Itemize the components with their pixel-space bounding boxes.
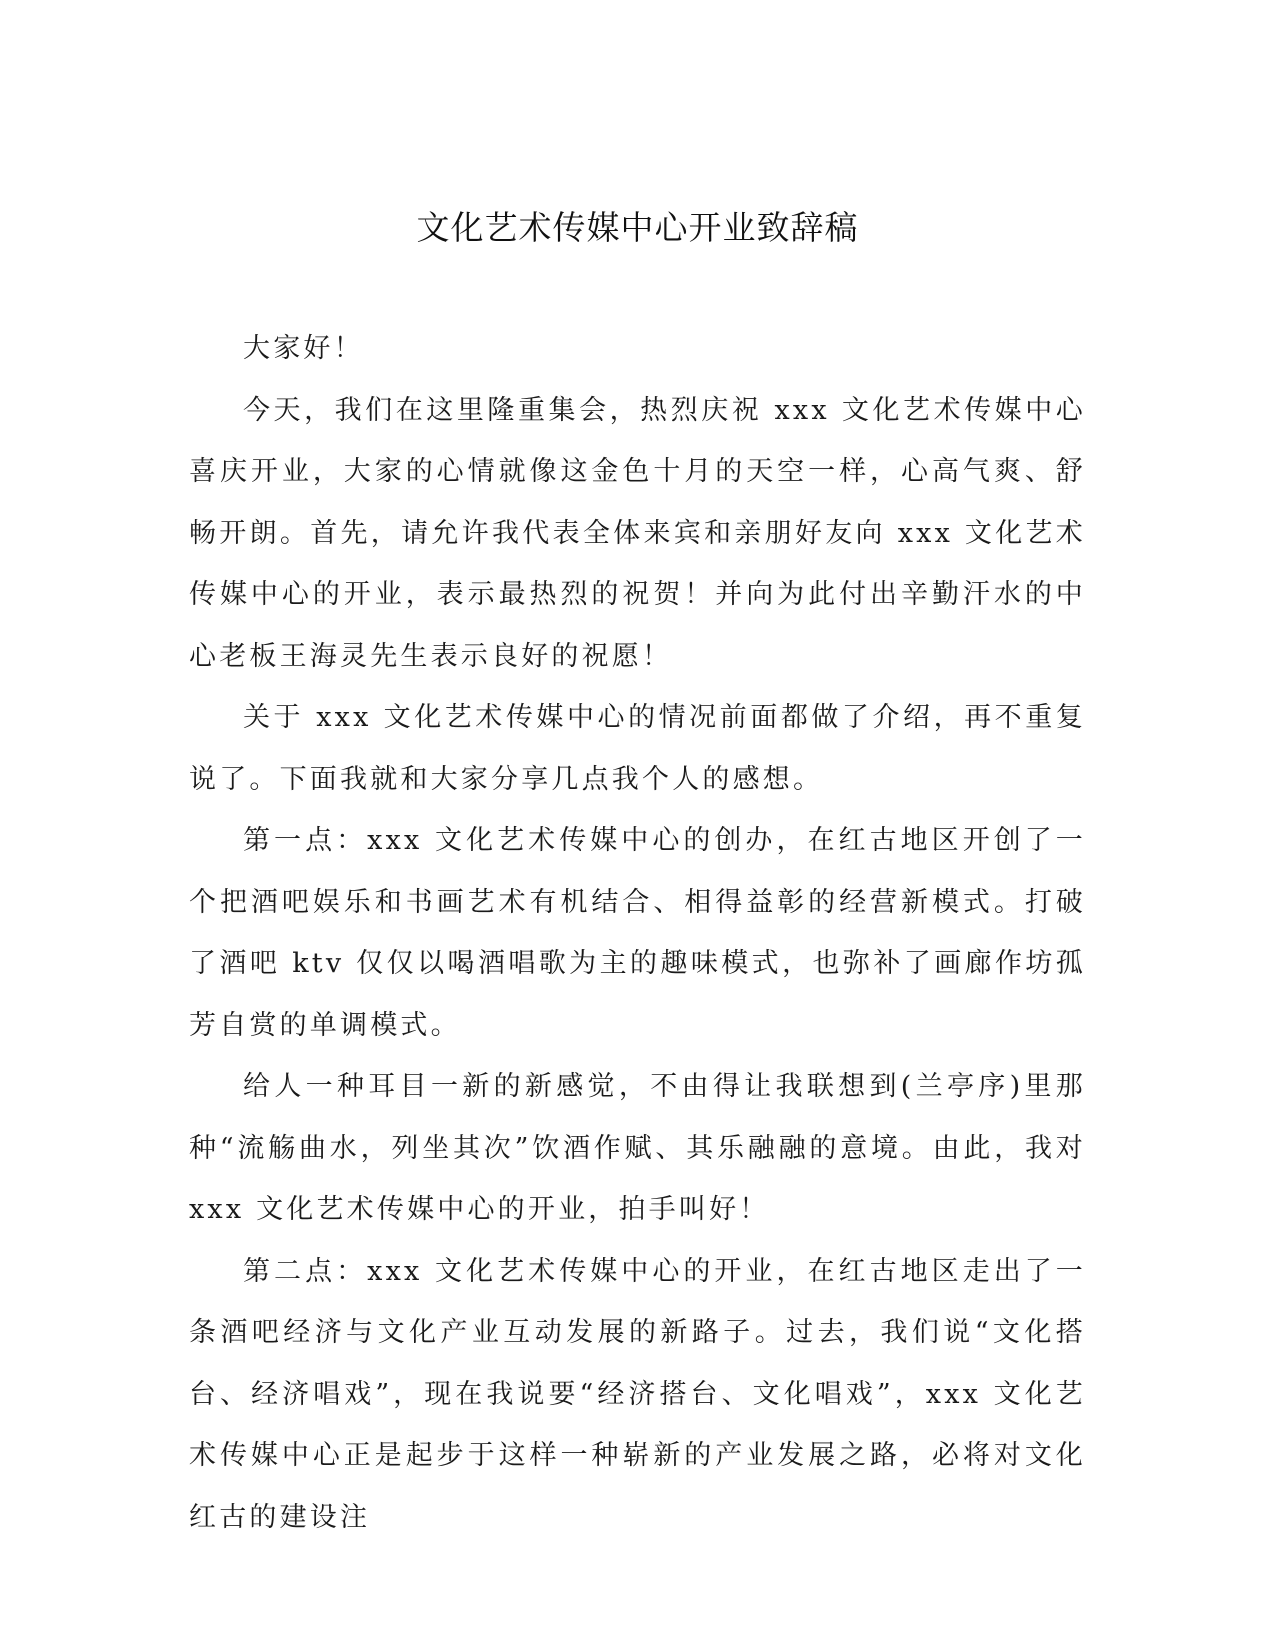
- paragraph-impression: 给人一种耳目一新的新感觉，不由得让我联想到(兰亭序)里那种“流觞曲水，列坐其次”饮酒作赋、其乐融融的意境。由此，我对 xxx 文化艺术传媒中心的开业，拍手叫好！: [189, 1071, 1086, 1225]
- paragraph-greeting: 大家好！: [243, 333, 364, 364]
- paragraph-point-one: 第一点：xxx 文化艺术传媒中心的创办，在红古地区开创了一个把酒吧娱乐和书画艺术有机结合、相得益彰的经营新模式。打破了酒吧 ktv 仅仅以喝酒唱歌为主的趣味模式，也弥补了画廊作坊孤芳自赏的单调模式。: [189, 825, 1086, 1041]
- document-body: [189, 318, 1086, 1548]
- paragraph-introduction: 关于 xxx 文化艺术传媒中心的情况前面都做了介绍，再不重复说了。下面我就和大家分享几点我个人的感想。: [189, 702, 1086, 795]
- paragraph-opening: 今天，我们在这里隆重集会，热烈庆祝 xxx 文化艺术传媒中心喜庆开业，大家的心情就像这金色十月的天空一样，心高气爽、舒畅开朗。首先，请允许我代表全体来宾和亲朋好友向 xxx 文化艺术传媒中心的开业，表示最热烈的祝贺！并向为此付出辛勤汗水的中心老板王海灵先生表示良好的祝愿！: [189, 394, 1086, 672]
- paragraph-point-two: 第二点：xxx 文化艺术传媒中心的开业，在红古地区走出了一条酒吧经济与文化产业互动发展的新路子。过去，我们说“文化搭台、经济唱戏”，现在我说要“经济搭台、文化唱戏”，xxx 文化艺术传媒中心正是起步于这样一种崭新的产业发展之路，必将对文化红古的建设注: [189, 1255, 1086, 1533]
- document-title: 文化艺术传媒中心开业致辞稿: [416, 208, 859, 247]
